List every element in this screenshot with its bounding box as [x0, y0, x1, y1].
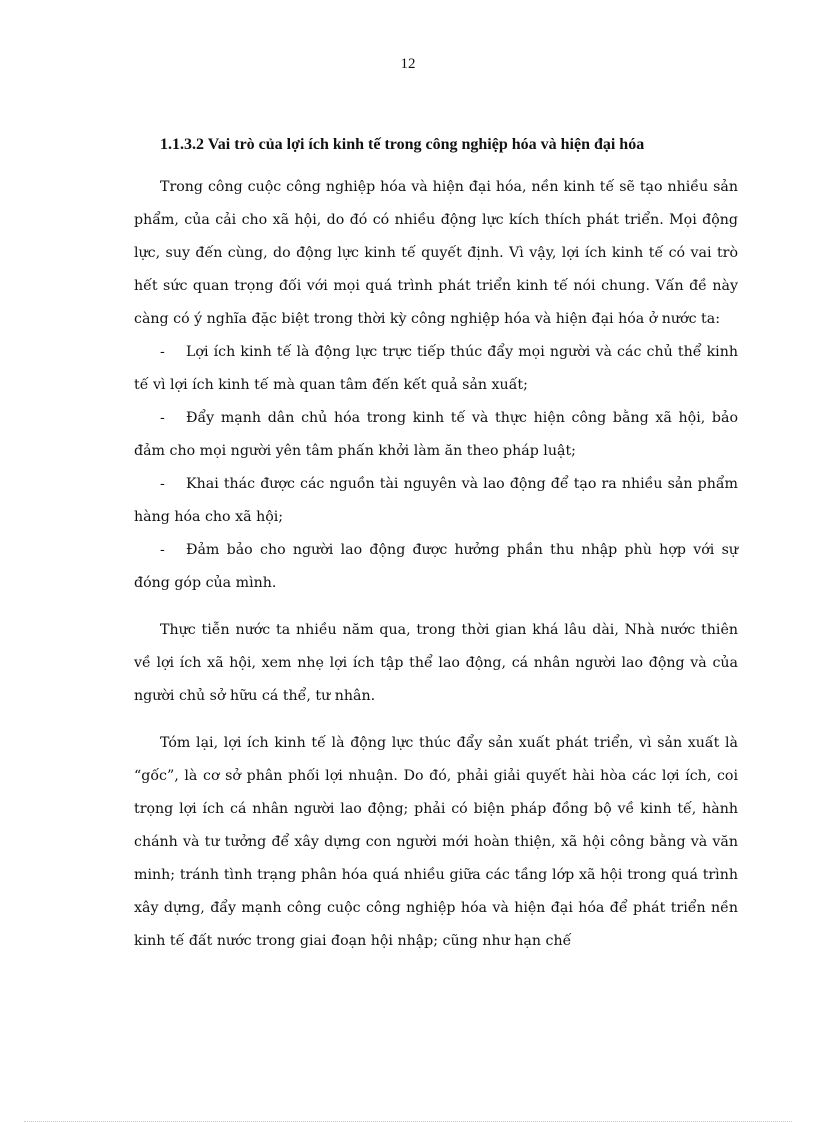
bullet-dash: -	[160, 410, 165, 426]
paragraph-intro: Trong công cuộc công nghiệp hóa và hiện đại hóa, nền kinh tế sẽ tạo nhiều sản phẩm, của cải cho xã hội, do đó có nhiều động lực kích thích phát triển. Mọi động lực, suy đến cùng, do động lực kinh tế quyết định. Vì vậy, lợi ích kinh tế có vai trò hết sức quan trọng đối với mọi quá trình phát triển kinh tế nói chung. Vấn đề này càng có ý nghĩa đặc biệt trong thời kỳ công nghiệp hóa và hiện đại hóa ở nước ta:	[134, 179, 738, 327]
bullet-dash: -	[160, 476, 165, 492]
bullet-list	[134, 336, 738, 600]
paragraph-summary: Tóm lại, lợi ích kinh tế là động lực thúc đẩy sản xuất phát triển, vì sản xuất là “gốc”, là cơ sở phân phối lợi nhuận. Do đó, phải giải quyết hài hòa các lợi ích, coi trọng lợi ích cá nhân người lao động; phải có biện pháp đồng bộ về kinh tế, hành chánh và tư tưởng để xây dựng con người mới hoàn thiện, xã hội công bằng và văn minh; tránh tình trạng phân hóa quá nhiều giữa các tầng lớp xã hội trong quá trình xây dựng, đẩy mạnh công cuộc công nghiệp hóa và hiện đại hóa để phát triển nền kinh tế đất nước trong giai đoạn hội nhập; cũng như hạn chế	[134, 735, 738, 949]
bullet-text: Đẩy mạnh dân chủ hóa trong kinh tế và thực hiện công bằng xã hội, bảo đảm cho mọi người yên tâm phấn khởi làm ăn theo pháp luật;	[134, 410, 738, 459]
page-bottom-rule	[24, 1121, 792, 1122]
bullet-dash: -	[160, 542, 165, 558]
list-item	[134, 468, 738, 534]
section-heading: 1.1.3.2 Vai trò của lợi ích kinh tế trong công nghiệp hóa và hiện đại hóa	[160, 136, 645, 153]
bullet-dash: -	[160, 344, 165, 360]
document-body	[134, 133, 738, 958]
list-item	[134, 402, 738, 468]
bullet-text: Đảm bảo cho người lao động được hưởng phần thu nhập phù hợp với sự đóng góp của mình.	[134, 542, 738, 591]
paragraph-practice: Thực tiễn nước ta nhiều năm qua, trong thời gian khá lâu dài, Nhà nước thiên về lợi ích xã hội, xem nhẹ lợi ích tập thể lao động, cá nhân người lao động và của người chủ sở hữu cá thể, tư nhân.	[134, 622, 738, 704]
bullet-text: Khai thác được các nguồn tài nguyên và lao động để tạo ra nhiều sản phẩm hàng hóa cho xã hội;	[134, 476, 738, 525]
bullet-text: Lợi ích kinh tế là động lực trực tiếp thúc đẩy mọi người và các chủ thể kinh tế vì lợi ích kinh tế mà quan tâm đến kết quả sản xuất;	[134, 344, 738, 393]
list-item	[134, 336, 738, 402]
page-number: 12	[400, 56, 416, 72]
list-item	[134, 534, 738, 600]
